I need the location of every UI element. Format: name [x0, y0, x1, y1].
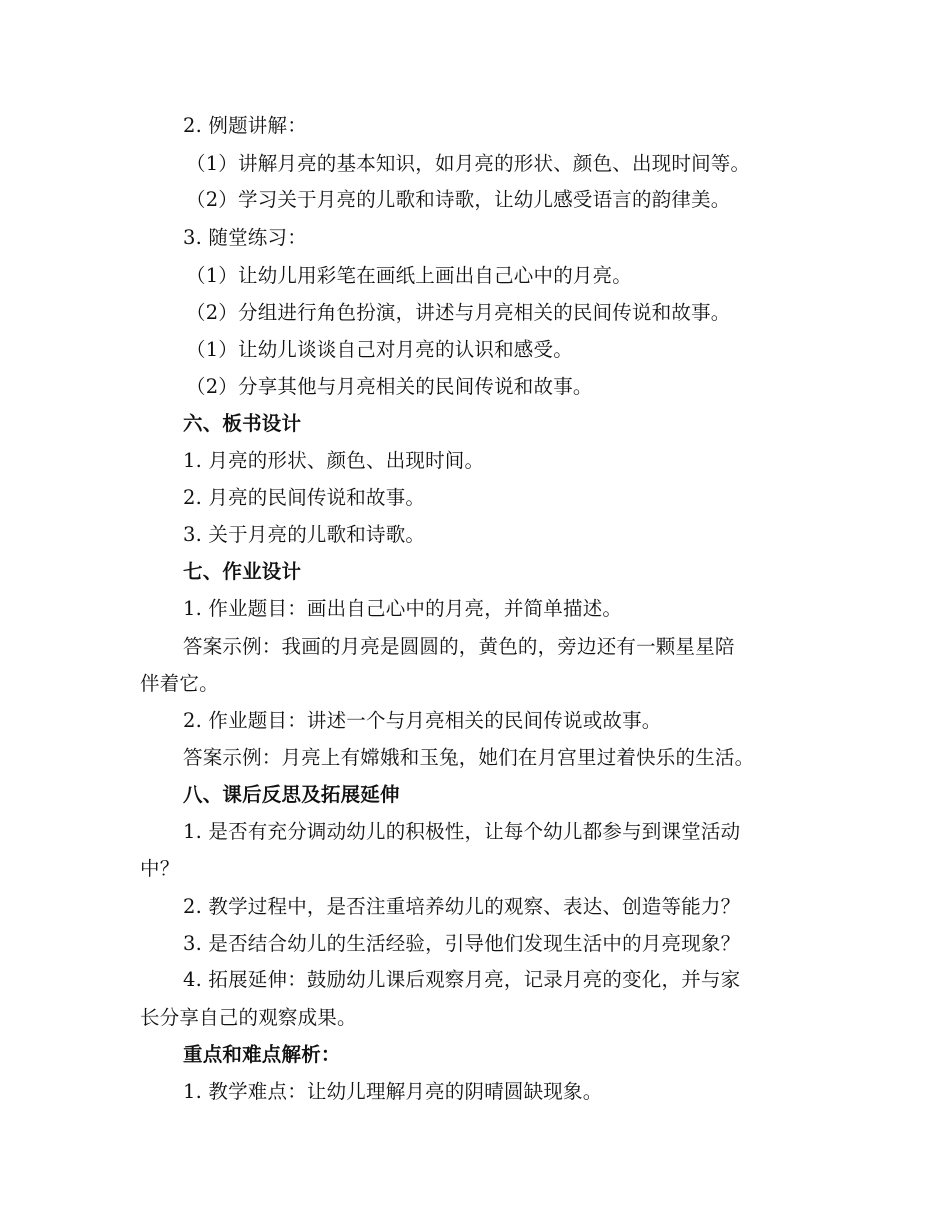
reflection-item-4-continued: 长分享自己的观察成果。: [140, 1006, 357, 1029]
board-item-3: 3. 关于月亮的儿歌和诗歌。: [183, 523, 426, 546]
discussion-item-2: （2）分享其他与月亮相关的民间传说和故事。: [186, 375, 593, 398]
homework-1-answer-continued: 伴着它。: [140, 672, 219, 695]
homework-2-answer: 答案示例：月亮上有嫦娥和玉兔，她们在月宫里过着快乐的生活。: [183, 746, 755, 769]
reflection-item-1-continued: 中？: [140, 857, 180, 880]
homework-2-question: 2. 作业题目：讲述一个与月亮相关的民间传说或故事。: [183, 709, 662, 732]
board-item-1: 1. 月亮的形状、颜色、出现时间。: [183, 449, 485, 472]
homework-1-question: 1. 作业题目：画出自己心中的月亮，并简单描述。: [183, 597, 623, 620]
step-3-item-1: （1）让幼儿用彩笔在画纸上画出自己心中的月亮。: [186, 264, 633, 287]
section-heading-board-design: 六、板书设计: [183, 412, 302, 435]
board-item-2: 2. 月亮的民间传说和故事。: [183, 486, 426, 509]
section-heading-homework: 七、作业设计: [183, 560, 302, 583]
section-heading-key-points: 重点和难点解析：: [183, 1043, 341, 1066]
step-2-item-1: （1）讲解月亮的基本知识，如月亮的形状、颜色、出现时间等。: [186, 152, 751, 175]
reflection-item-1: 1. 是否有充分调动幼儿的积极性，让每个幼儿都参与到课堂活动: [183, 820, 741, 843]
step-3-practice: 3. 随堂练习：: [183, 226, 307, 249]
homework-1-answer: 答案示例：我画的月亮是圆圆的，黄色的，旁边还有一颗星星陪: [183, 635, 735, 658]
reflection-item-3: 3. 是否结合幼儿的生活经验，引导他们发现生活中的月亮现象？: [183, 932, 741, 955]
discussion-item-1: （1）让幼儿谈谈自己对月亮的认识和感受。: [186, 338, 573, 361]
step-2-example-explanation: 2. 例题讲解：: [183, 114, 307, 137]
step-2-item-2: （2）学习关于月亮的儿歌和诗歌，让幼儿感受语言的韵律美。: [186, 188, 731, 211]
step-3-item-2: （2）分组进行角色扮演，讲述与月亮相关的民间传说和故事。: [186, 301, 731, 324]
reflection-item-2: 2. 教学过程中，是否注重培养幼儿的观察、表达、创造等能力？: [183, 895, 741, 918]
key-point-1: 1. 教学难点：让幼儿理解月亮的阴晴圆缺现象。: [183, 1080, 603, 1103]
reflection-item-4: 4. 拓展延伸：鼓励幼儿课后观察月亮，记录月亮的变化，并与家: [183, 968, 741, 991]
section-heading-reflection: 八、课后反思及拓展延伸: [183, 783, 400, 806]
